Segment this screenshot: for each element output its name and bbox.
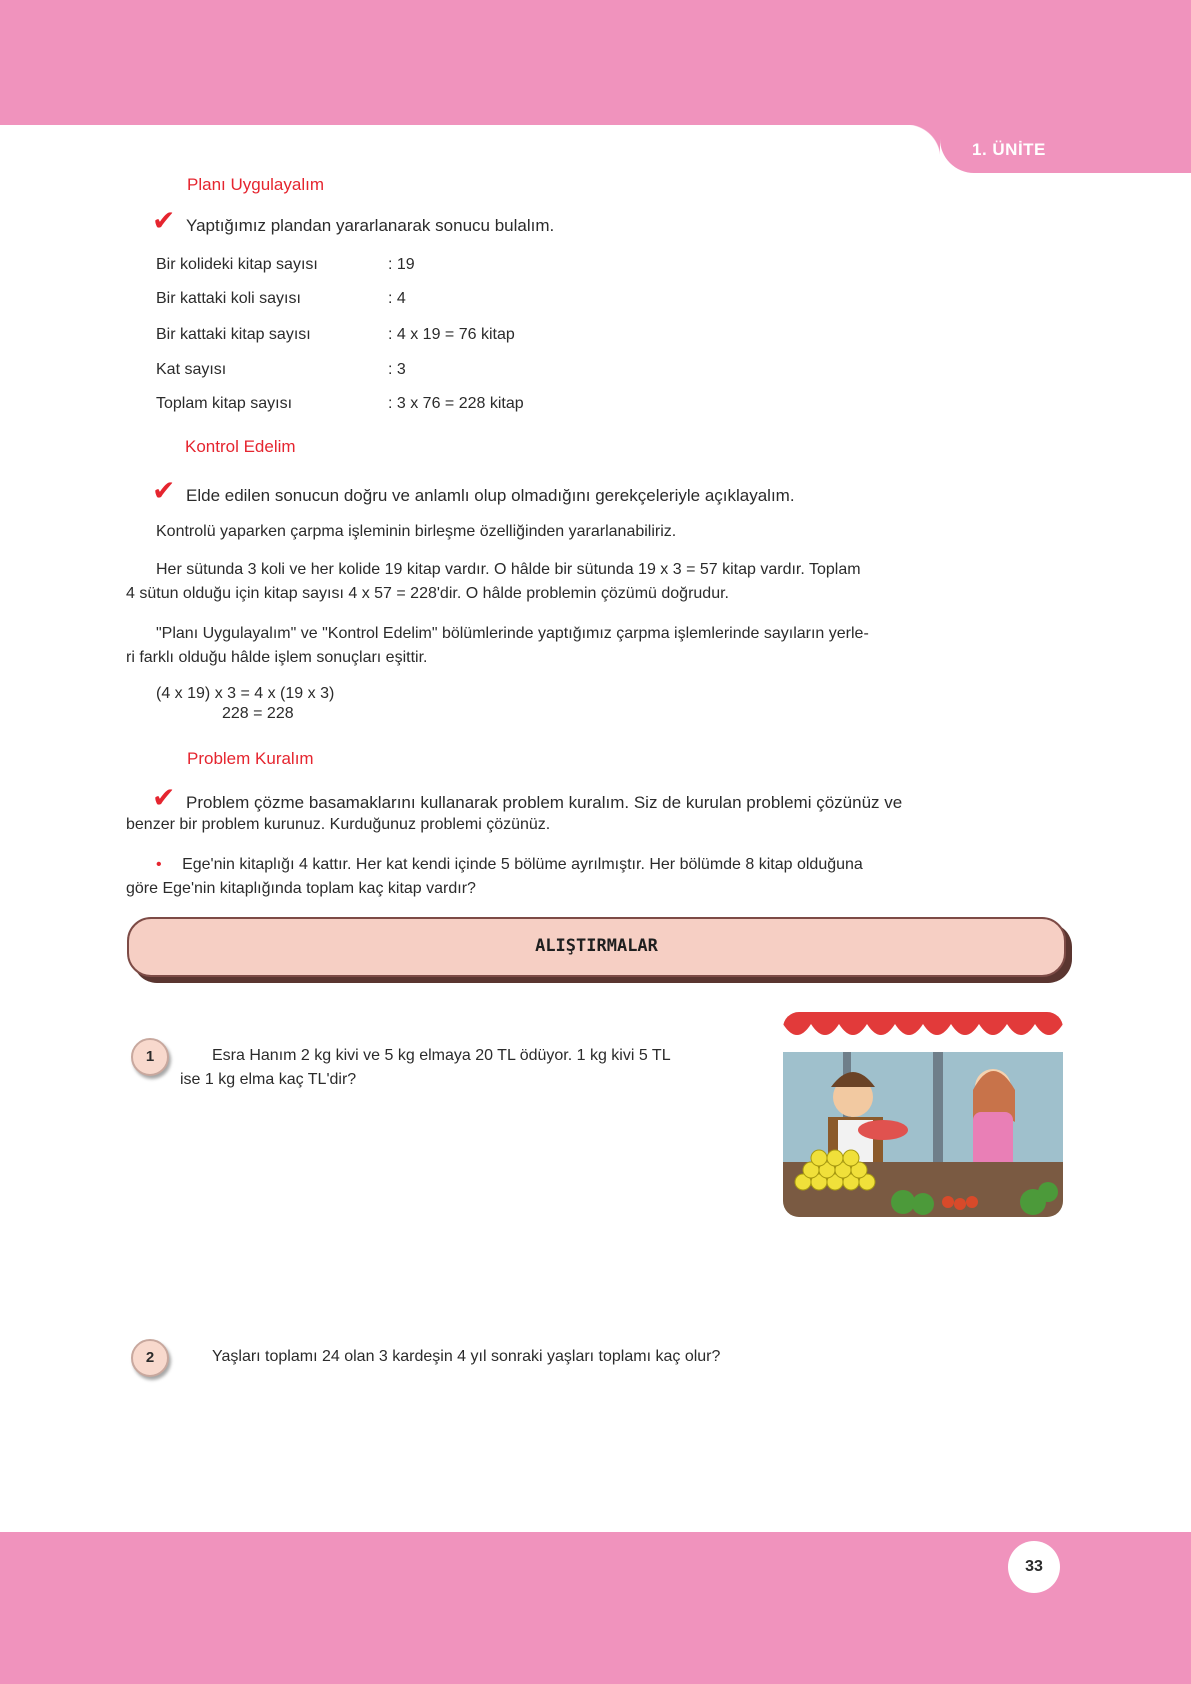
row-label: Bir kolideki kitap sayısı xyxy=(156,256,318,273)
page-number: 33 xyxy=(1008,1541,1060,1593)
market-illustration xyxy=(783,1012,1063,1217)
control-paragraph: 4 sütun olduğu için kitap sayısı 4 x 57 = 228'dir. O hâlde problemin çözümü doğrudur. xyxy=(126,585,729,602)
problem-instruction: Problem çözme basamaklarını kullanarak problem kuralım. Siz de kurulan problemi çözünüz ve xyxy=(186,793,903,812)
bullet-icon: • xyxy=(156,856,162,873)
problem-instruction-line xyxy=(152,782,903,813)
row-value: : 19 xyxy=(388,256,415,273)
problem-bullet: göre Ege'nin kitaplığında toplam kaç kitap vardır? xyxy=(126,880,476,897)
control-paragraph: ri farklı olduğu hâlde işlem sonuçları eşittir. xyxy=(126,649,428,666)
control-instruction: Elde edilen sonucun doğru ve anlamlı olup olmadığını gerekçeleriyle açıklayalım. xyxy=(186,486,795,505)
exercise-text: Yaşları toplamı 24 olan 3 kardeşin 4 yıl sonraki yaşları toplamı kaç olur? xyxy=(212,1348,721,1365)
row-value: : 4 xyxy=(388,290,406,307)
exercise-text: Esra Hanım 2 kg kivi ve 5 kg elmaya 20 TL ödüyor. 1 kg kivi 5 TL xyxy=(212,1047,671,1064)
plan-row xyxy=(156,256,415,274)
plan-instruction: Yaptığımız plandan yararlanarak sonucu bulalım. xyxy=(186,216,555,235)
top-band xyxy=(0,0,1191,125)
control-heading: Kontrol Edelim xyxy=(185,437,296,456)
plan-row xyxy=(156,290,406,308)
equation: (4 x 19) x 3 = 4 x (19 x 3) xyxy=(156,685,335,702)
plan-row xyxy=(156,361,406,379)
row-label: Bir kattaki kitap sayısı xyxy=(156,326,311,343)
row-value: : 4 x 19 = 76 kitap xyxy=(388,326,515,343)
row-label: Toplam kitap sayısı xyxy=(156,395,293,412)
checkmark-icon: ✔ xyxy=(152,205,176,236)
checkmark-icon: ✔ xyxy=(152,782,176,813)
exercise-text: ise 1 kg elma kaç TL'dir? xyxy=(180,1071,357,1088)
row-label: Bir kattaki koli sayısı xyxy=(156,290,301,307)
exercise-number-badge: 1 xyxy=(131,1038,169,1076)
exercises-banner xyxy=(127,917,1066,977)
row-label: Kat sayısı xyxy=(156,361,227,378)
control-paragraph: Her sütunda 3 koli ve her kolide 19 kitap vardır. O hâlde bir sütunda 19 x 3 = 57 kitap vardır. Toplam xyxy=(156,561,861,578)
plan-instruction-line xyxy=(152,205,555,236)
bullet-text: Ege'nin kitaplığı 4 kattır. Her kat kendi içinde 5 bölüme ayrılmıştır. Her bölümde 8 kitap olduğuna xyxy=(182,856,863,873)
control-paragraph: "Planı Uygulayalım" ve "Kontrol Edelim" bölümlerinde yaptığımız çarpma işlemlerinde sayıların yerle- xyxy=(156,625,869,642)
plan-row xyxy=(156,395,524,413)
unit-label: 1. ÜNİTE xyxy=(972,140,1046,159)
checkmark-icon: ✔ xyxy=(152,475,176,506)
plan-row xyxy=(156,326,515,344)
row-value: : 3 x 76 = 228 kitap xyxy=(388,395,524,412)
plan-heading: Planı Uygulayalım xyxy=(187,175,325,194)
problem-instruction: benzer bir problem kurunuz. Kurduğunuz problemi çözünüz. xyxy=(126,816,551,833)
equation: 228 = 228 xyxy=(222,705,294,722)
row-value: : 3 xyxy=(388,361,406,378)
exercises-title: ALIŞTIRMALAR xyxy=(535,936,658,956)
control-instruction-line xyxy=(152,475,795,506)
problem-heading: Problem Kuralım xyxy=(187,749,314,768)
control-paragraph: Kontrolü yaparken çarpma işleminin birleşme özelliğinden yararlanabiliriz. xyxy=(156,523,677,540)
market-scene-icon xyxy=(783,1012,1063,1217)
exercise-number-badge: 2 xyxy=(131,1339,169,1377)
